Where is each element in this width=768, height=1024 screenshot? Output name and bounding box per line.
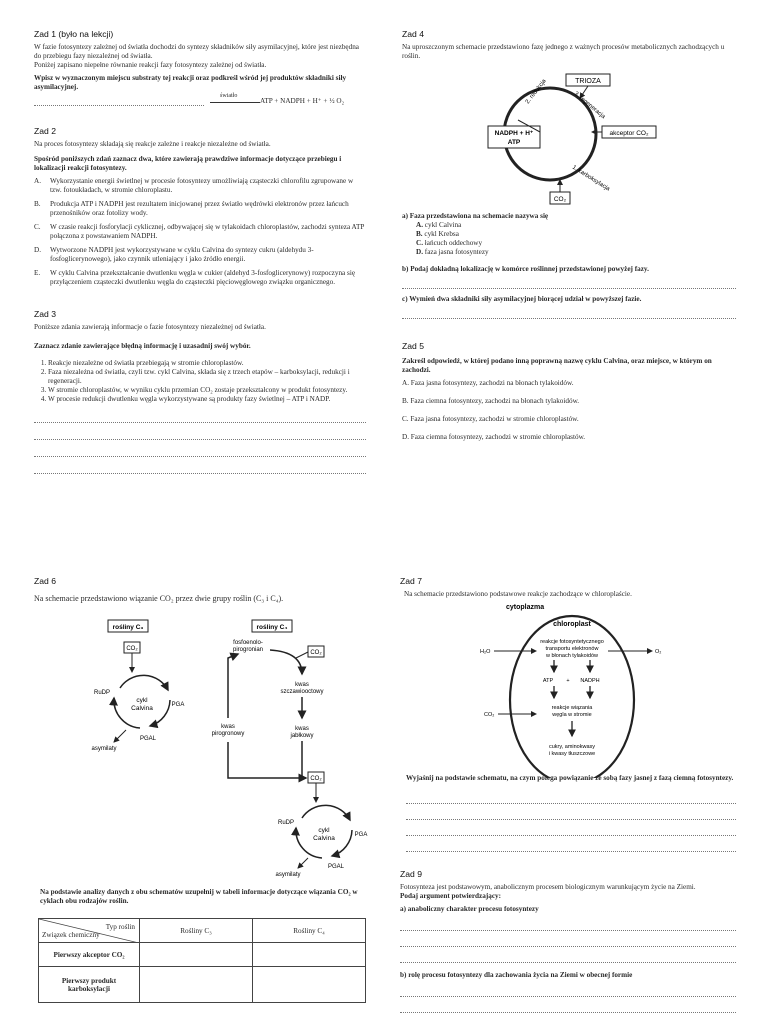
zad2-option-letter: D. xyxy=(34,246,41,254)
zad7-intro: Na schemacie przedstawiono podstawowe reakcje zachodzące w chloroplaście. xyxy=(404,590,632,598)
c4-asymilaty: asymilaty xyxy=(275,872,301,878)
table-cell-c4-produkt[interactable] xyxy=(253,967,366,1003)
c3-co2: CO₂ xyxy=(126,646,138,652)
zad9-intro: Fotosynteza jest podstawowym, anabolicznym procesem biologicznym warunkującym życie na Ziemi. xyxy=(400,883,696,891)
nadph-label: NADPH + H⁺ xyxy=(494,130,534,137)
chloroplast-label: chloroplast xyxy=(553,621,591,628)
c4-pep-2: pirogronian xyxy=(232,647,264,653)
c3-cycle-label-2: Calvina xyxy=(131,705,153,712)
nadph-label: NADPH xyxy=(580,678,600,684)
zad9-b-answer-lines xyxy=(400,986,736,1013)
zad7-question: Wyjaśnij na podstawie schematu, na czym polega powiązanie ze sobą fazy jasnej z fazą ciemną fotosyntezy. xyxy=(406,774,734,782)
zad4-option-text: cykl Calvina xyxy=(424,221,462,229)
c4-pga: PGA xyxy=(354,832,368,838)
c4-cycle-label-2: Calvina xyxy=(313,835,335,842)
answer-line[interactable] xyxy=(34,429,366,440)
atp-label: ATP xyxy=(507,139,521,146)
zad5-options xyxy=(402,379,736,442)
zad1-intro-2: Poniżej zapisano niepełne równanie reakcji fazy fotosyntezy zależnej od światła. xyxy=(34,61,267,69)
zad1-title: Zad 1 (było na lekcji) xyxy=(34,29,114,39)
zad6-question: Na podstawie analizy danych z obu schematów uzupełnij w tabeli informacje dotyczące wiązania CO₂ w cyklach obu rodzajów roślin. xyxy=(40,888,358,905)
zad4-option[interactable] xyxy=(416,221,736,230)
c4-label: rośliny C₄ xyxy=(256,624,288,631)
reakcje-label-3: w błonach tylakoidów xyxy=(546,653,598,659)
reakcje-label-1: reakcje fotosyntetycznego xyxy=(540,639,604,645)
zad5-option[interactable]: B. Faza ciemna fotosyntezy, zachodzi na błonach tylakoidów. xyxy=(402,397,580,405)
zad2-question: Spośród poniższych zdań zaznacz dwa, które zawierają prawdziwe informacje dotyczące przebiegu i lokalizacji reakcji fotosyntezy. xyxy=(34,155,342,172)
zad9-question: Podaj argument potwierdzający: xyxy=(400,892,502,900)
atp-label: ATP xyxy=(542,678,554,684)
answer-line[interactable] xyxy=(402,278,736,289)
zad7-task xyxy=(406,774,736,852)
answer-line[interactable] xyxy=(406,809,736,820)
h2o-label: H₂O xyxy=(480,649,491,655)
co2-label: CO₂ xyxy=(484,712,495,718)
c4-kwas-jab-2: jabłkowy xyxy=(290,733,314,739)
zad7-section xyxy=(400,577,736,599)
zad2-option[interactable] xyxy=(34,177,366,195)
c4-cycle-label-1: cykl xyxy=(318,827,330,834)
answer-line[interactable] xyxy=(400,936,736,947)
answer-line[interactable] xyxy=(34,412,366,423)
zad4-options xyxy=(402,221,736,257)
zad6-diagram xyxy=(80,618,370,878)
produkty-label-1: cukry, aminokwasy xyxy=(548,744,596,750)
zad1-intro: W fazie fotosyntezy zależnej od światła dochodzi do syntezy składników siły asymilacyjnej, które jest niezbędna do przebiegu fazy niezależnej od światła. xyxy=(34,43,359,60)
zad6-task xyxy=(40,888,366,906)
zad2-option-text: Wytworzone NADPH jest wykorzystywane w cyklu Calvina do syntezy cukru (aldehydu 3-fosfoglicerynowego), jako czynnik utleniający i jako źródło energii. xyxy=(50,246,314,263)
zad9-question-b: b) rolę procesu fotosyntezy dla zachowania życia na Ziemi w obecnej formie xyxy=(400,971,633,979)
zad3-item[interactable]: 4. W procesie redukcji dwutlenku węgla wykorzystywane są produkty fazy świetlnej – ATP i NADP. xyxy=(48,395,366,404)
zad3-item[interactable]: 2. Faza niezależna od światła, czyli tzw. cykl Calvina, składa się z trzech etapów – karboksylacji, redukcji i regeneracji. xyxy=(48,368,366,386)
zad1-arrow xyxy=(210,93,260,106)
c4-kwas-jab-1: kwas xyxy=(295,726,309,732)
reakcje-label-2: transportu elektronów xyxy=(545,646,599,652)
zad9-a-answer-lines xyxy=(400,920,736,963)
table-corner-bottom: Związek chemiczny xyxy=(42,930,100,939)
plus-label: + xyxy=(566,678,570,684)
answer-line[interactable] xyxy=(402,308,736,319)
zad5-section xyxy=(402,342,736,451)
zad9-section xyxy=(400,870,736,1013)
table-corner-top: Typ roślin xyxy=(105,922,135,931)
zad1-products: ATP + NADPH + H⁺ + ½ O₂ xyxy=(260,97,345,105)
answer-line[interactable] xyxy=(400,986,736,997)
zad6-section xyxy=(34,577,366,603)
answer-line[interactable] xyxy=(34,446,366,457)
trioza-label: TRIOZA xyxy=(575,78,601,85)
c4-pgal: PGAL xyxy=(327,864,345,870)
wiazanie-label-1: reakcje wiązania xyxy=(551,705,593,711)
c4-rubp: RuDP xyxy=(277,820,295,826)
c4-kwas-pir-2: pirogronowy xyxy=(211,731,245,737)
table-header-c4: Rośliny C₄ xyxy=(253,919,366,943)
zad1-section xyxy=(34,30,366,106)
zad2-option[interactable] xyxy=(34,269,366,287)
c4-kwas-szcz-2: szczawiooctowy xyxy=(280,689,324,695)
zad4-questions xyxy=(402,212,736,319)
zad2-option-letter: B. xyxy=(34,200,41,208)
c3-label: rośliny C₃ xyxy=(112,624,144,631)
cytoplazma-label: cytoplazma xyxy=(506,604,545,611)
table-header-c3: Rośliny C₃ xyxy=(140,919,253,943)
zad2-option-text: Wykorzystanie energii świetlnej w procesie fotosyntezy umożliwiają cząsteczki chlorofilu zgrupowane w tzw. fotoukładach, w stromie chloroplastu. xyxy=(50,177,354,194)
zad2-option[interactable] xyxy=(34,223,366,241)
zad3-item[interactable]: 3. W stromie chloroplastów, w wyniku cyklu przemian CO₂ zostaje przekształcony w produkt fotosyntezy. xyxy=(48,386,366,395)
answer-line[interactable] xyxy=(406,825,736,836)
produkty-label-2: i kwasy tłuszczowe xyxy=(548,751,596,757)
c4-kwas-szcz-1: kwas xyxy=(295,682,309,688)
zad2-option[interactable] xyxy=(34,200,366,218)
zad4-question-c: c) Wymień dwa składniki siły asymilacyjnej biorącej udział w powyższej fazie. xyxy=(402,295,642,303)
zad7-title: Zad 7 xyxy=(400,576,422,586)
c3-asymilaty: asymilaty xyxy=(91,746,117,752)
answer-line[interactable] xyxy=(400,920,736,931)
zad2-option-letter: C. xyxy=(34,223,41,231)
zad2-option-letter: E. xyxy=(34,269,41,277)
zad3-item[interactable]: 1. Reakcje niezależne od światła przebiegają w stromie chloroplastów. xyxy=(48,359,366,368)
c4-co2: CO₂ xyxy=(310,650,322,656)
zad4-option[interactable] xyxy=(416,248,736,257)
c3-rubp: RuDP xyxy=(93,690,111,696)
answer-line[interactable] xyxy=(406,841,736,852)
answer-line[interactable] xyxy=(406,793,736,804)
zad4-title: Zad 4 xyxy=(402,29,424,39)
table-cell-c3-produkt[interactable] xyxy=(140,967,253,1003)
zad2-options xyxy=(34,177,366,287)
table-corner-cell xyxy=(39,919,140,943)
zad6-title: Zad 6 xyxy=(34,576,56,586)
zad4-option-letter: C. xyxy=(416,239,423,247)
zad9-question-a: a) anaboliczny charakter procesu fotosyntezy xyxy=(400,905,539,913)
answer-line[interactable] xyxy=(34,463,366,474)
zad6-intro: Na schemacie przedstawiono wiązanie CO₂ przez dwie grupy roślin (C₃ i C₄). xyxy=(34,594,284,603)
zad5-option[interactable]: A. Faza jasna fotosyntezy, zachodzi na błonach tylakoidów. xyxy=(402,379,574,387)
zad3-section xyxy=(34,310,366,474)
zad2-option[interactable] xyxy=(34,246,366,264)
zad3-intro: Poniższe zdania zawierają informacje o fazie fotosyntezy niezależnej od światła. xyxy=(34,323,266,331)
zad4-intro: Na uproszczonym schemacie przedstawiono fazę jednego z ważnych procesów metabolicznych zachodzących u roślin. xyxy=(402,43,725,60)
zad9-title: Zad 9 xyxy=(400,869,422,879)
c4-pep-1: fosfoenolo- xyxy=(233,640,263,646)
c3-pgal: PGAL xyxy=(139,736,157,742)
zad4-option[interactable] xyxy=(416,239,736,248)
answer-line[interactable] xyxy=(400,1002,736,1013)
answer-line[interactable] xyxy=(400,952,736,963)
zad2-title: Zad 2 xyxy=(34,126,56,136)
zad1-equation xyxy=(34,95,366,106)
zad4-option-text: cykl Krebsa xyxy=(424,230,459,238)
zad2-intro: Na proces fotosyntezy składają się reakcje zależne i reakcje niezależne od światła. xyxy=(34,140,271,148)
zad4-section xyxy=(402,30,736,61)
zad2-option-text: Produkcja ATP i NADPH jest rezultatem inicjowanej przez światło wędrówki elektronów przez łańcuch przenośników oraz fotolizy wody. xyxy=(50,200,349,217)
zad7-diagram xyxy=(480,600,720,778)
zad4-option-letter: D. xyxy=(416,248,423,256)
zad4-option-text: łańcuch oddechowy xyxy=(424,239,483,247)
zad6-table xyxy=(38,918,366,1003)
wiazanie-label-2: węgla w stromie xyxy=(552,712,592,718)
zad4-option-letter: A. xyxy=(416,221,423,229)
c3-pga: PGA xyxy=(171,702,185,708)
co2-label: CO₂ xyxy=(553,196,567,203)
zad5-title: Zad 5 xyxy=(402,341,424,351)
zad3-items xyxy=(34,359,366,404)
table-cell-c3-akceptor[interactable] xyxy=(140,943,253,967)
c4-co2-2: CO₂ xyxy=(310,776,322,782)
zad2-option-text: W czasie reakcji fosforylacji cyklicznej, odbywającej się w tylakoidach chloroplastów, zachodzi synteza ATP połączona z powstawaniem NADPH. xyxy=(50,223,365,240)
zad4-question-b: b) Podaj dokładną lokalizację w komórce roślinnej przedstawionej powyżej fazy. xyxy=(402,265,649,273)
zad2-section xyxy=(34,127,366,292)
zad3-question: Zaznacz zdanie zawierające błędną informację i uzasadnij swój wybór. xyxy=(34,342,251,350)
table-cell-c4-akceptor[interactable] xyxy=(253,943,366,967)
zad5-option[interactable]: D. Faza ciemna fotosyntezy, zachodzi w stromie chloroplastów. xyxy=(402,433,586,441)
zad5-question: Zakreśl odpowiedź, w której podano inną poprawną nazwę cyklu Calvina, oraz miejsce, w którym on zachodzi. xyxy=(402,357,712,374)
zad2-option-letter: A. xyxy=(34,177,41,185)
table-row-akceptor: Pierwszy akceptor CO₂ xyxy=(39,943,140,967)
zad4-option-letter: B. xyxy=(416,230,423,238)
o2-label: O₂ xyxy=(655,649,662,655)
regeneracja-label: 3. regeneracja xyxy=(572,90,606,121)
zad2-option-text: W cyklu Calvina przekształcanie dwutlenku węgla w cukier (aldehyd 3-fosfoglicerynowy) rozpoczyna się przyłączeniem cząsteczki dwutlenku węgla do cząsteczki pięciowęglowego związku organicznego. xyxy=(50,269,356,286)
zad1-arrow-label: światło xyxy=(220,93,238,99)
akceptor-label: akceptor CO₂ xyxy=(609,130,649,137)
karboksylacja-label: 1. karboksylacja xyxy=(570,164,611,193)
zad4-option[interactable] xyxy=(416,230,736,239)
zad3-answer-lines xyxy=(34,412,366,474)
zad5-option[interactable]: C. Faza jasna fotosyntezy, zachodzi w stromie chloroplastów. xyxy=(402,415,579,423)
zad3-title: Zad 3 xyxy=(34,309,56,319)
redukcja-label: 2. redukcja xyxy=(524,78,548,106)
zad4-question-a: a) Faza przedstawiona na schemacie nazywa się xyxy=(402,212,549,220)
zad4-diagram xyxy=(400,66,720,206)
table-row-produkt: Pierwszy produkt karboksylacji xyxy=(39,967,140,1003)
c4-kwas-pir-1: kwas xyxy=(221,724,235,730)
zad7-answer-lines xyxy=(406,793,736,852)
zad4-option-text: faza jasna fotosyntezy xyxy=(424,248,489,256)
c3-cycle-label-1: cykl xyxy=(136,697,148,704)
zad1-answer-line[interactable] xyxy=(34,95,204,106)
zad1-question: Wpisz w wyznaczonym miejscu substraty tej reakcji oraz podkreśl wśród jej produktów składniki siły asymilacyjnej. xyxy=(34,74,347,91)
